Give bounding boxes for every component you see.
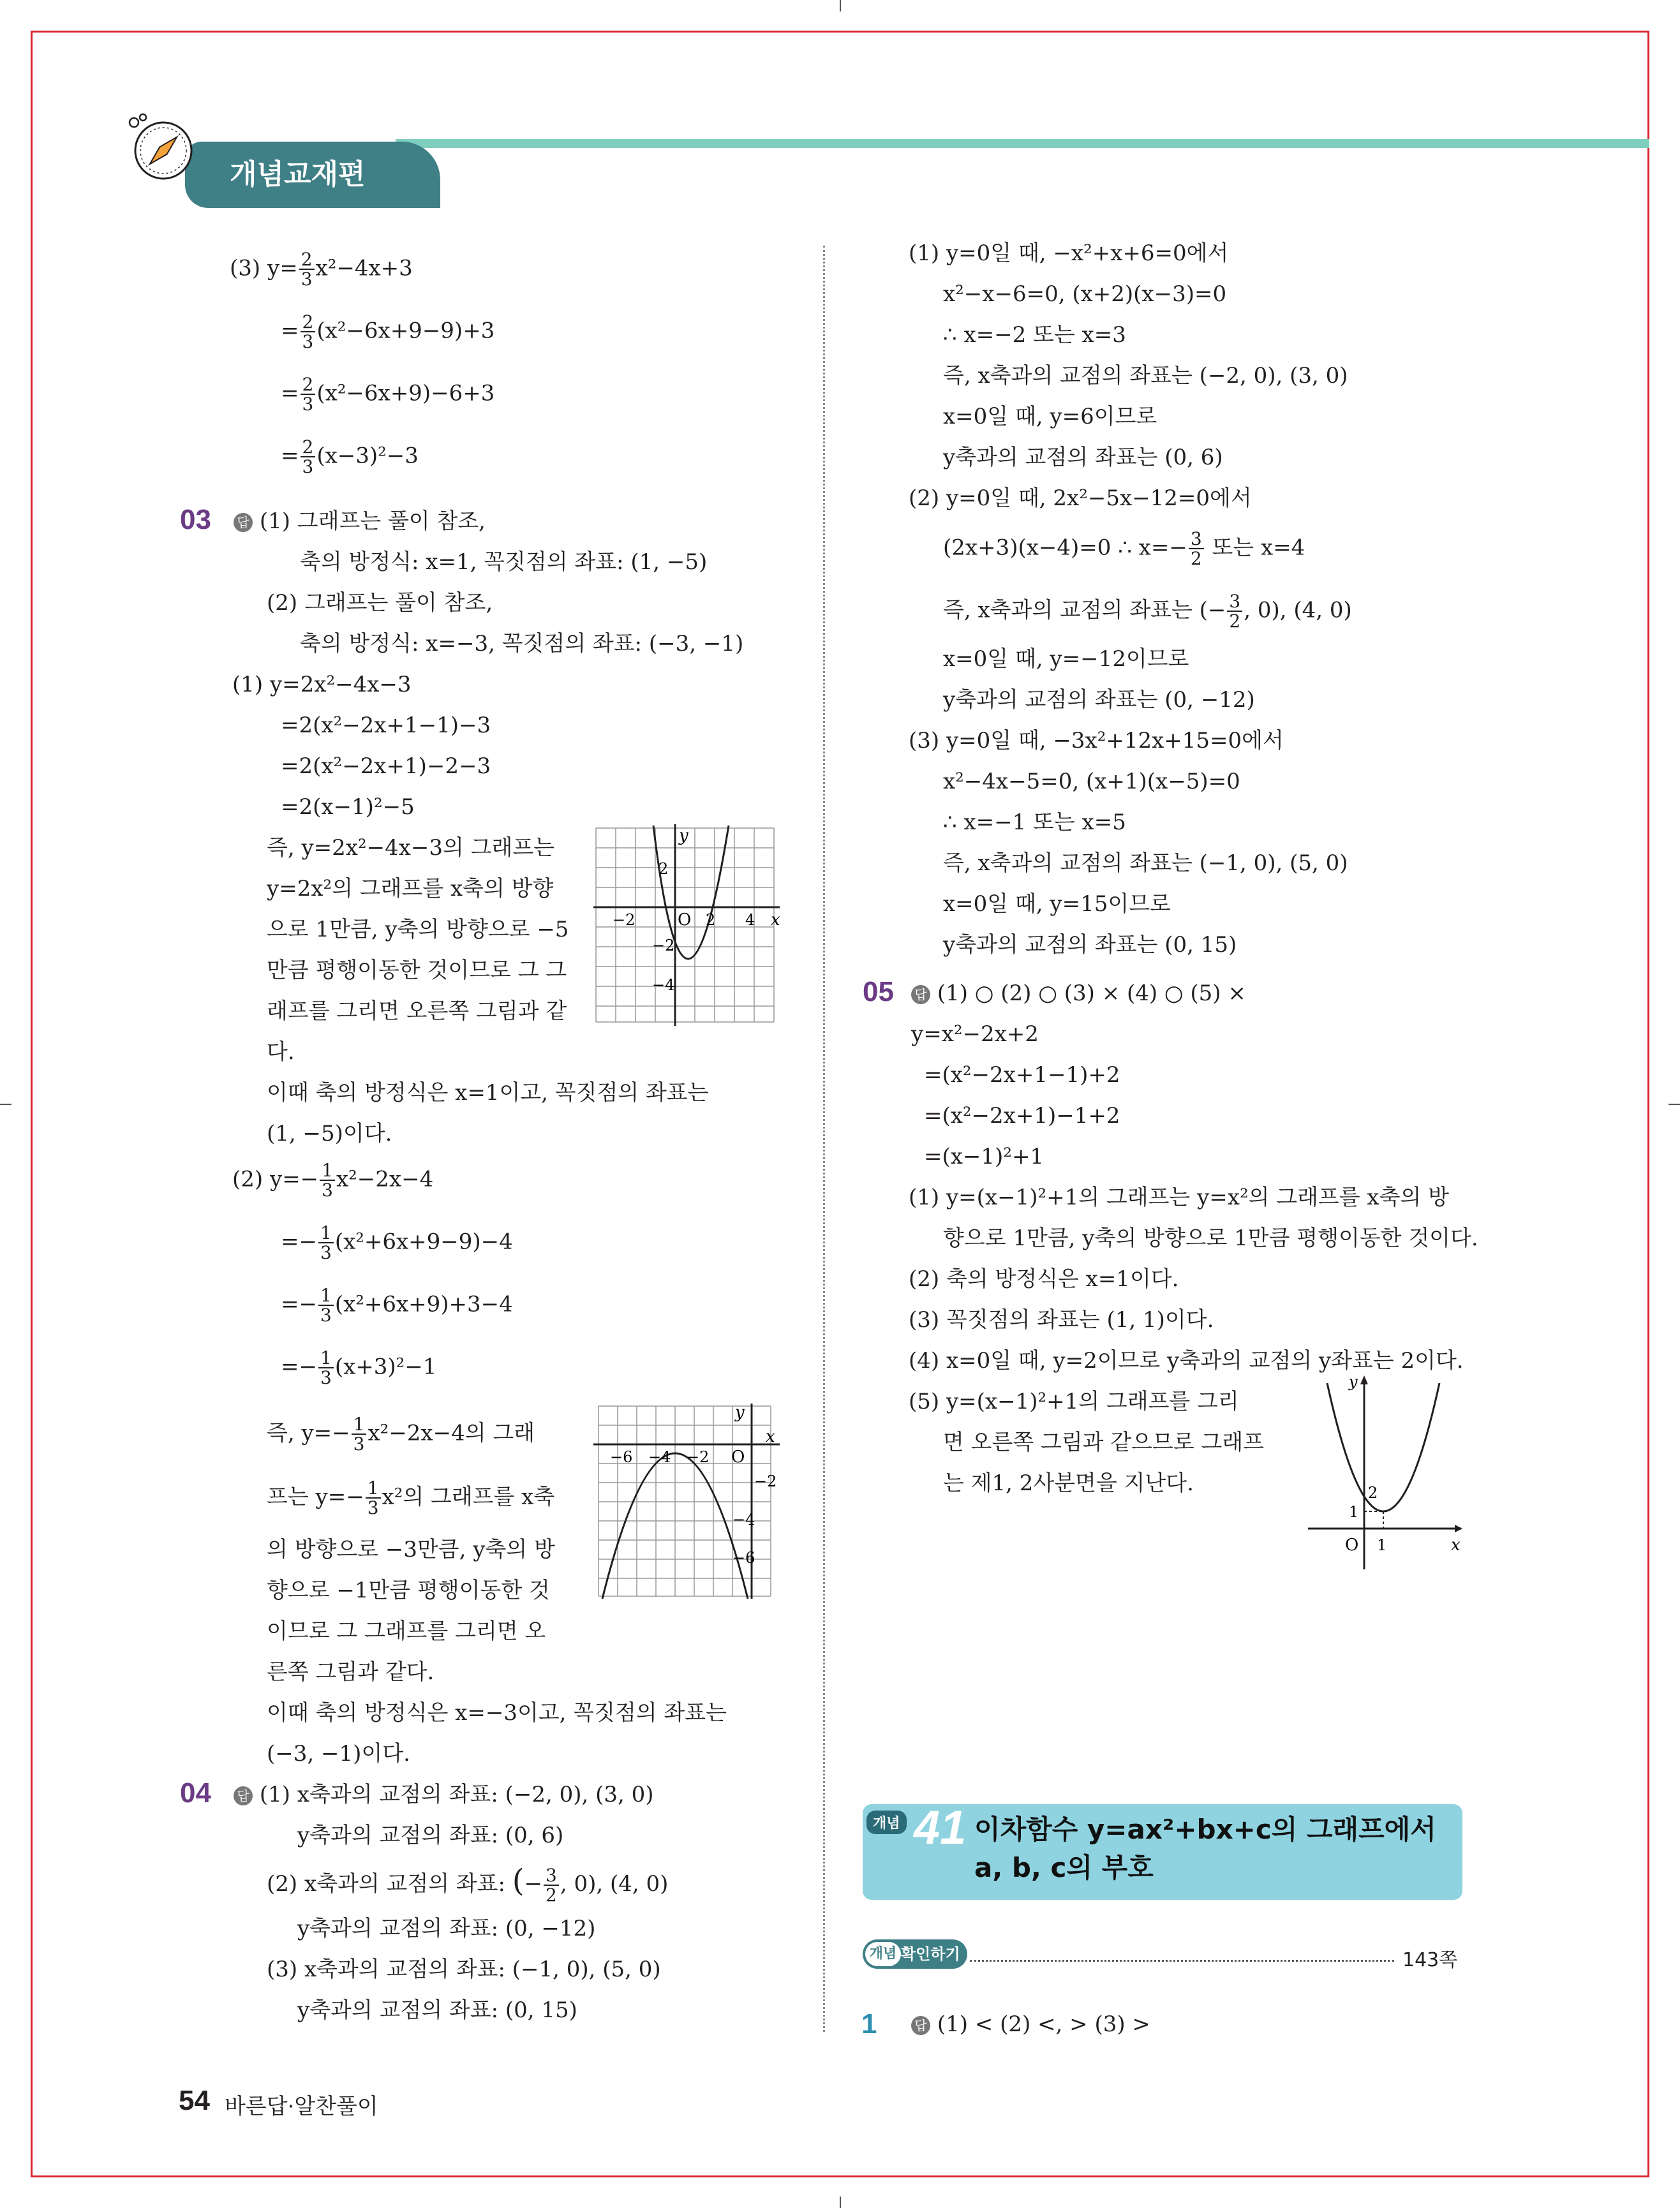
numerator: 1 (318, 1349, 334, 1368)
q03-ans2a: (2) 그래프는 풀이 참조, (267, 590, 493, 616)
fraction (301, 438, 316, 477)
expr: (x²+6x+9)+3−4 (334, 1291, 513, 1317)
fraction (318, 1286, 334, 1325)
graph-3 (1302, 1372, 1468, 1576)
label: (3) (230, 255, 261, 281)
expr: =− (281, 1291, 317, 1317)
expr: =− (281, 1354, 317, 1380)
p3-line3 (281, 375, 494, 414)
dotted-leader (970, 1960, 1394, 1962)
concept-tag: 개념 (866, 1811, 907, 1834)
answer-badge: 답 (911, 2016, 930, 2035)
q05-e4: (4) x=0일 때, y=2이므로 y축과의 교점의 y좌표는 2이다. (909, 1348, 1464, 1374)
tick-x-neg4: −4 (648, 1448, 671, 1466)
q05-e5a: (5) y=(x−1)²+1의 그래프를 그리 (909, 1389, 1239, 1414)
confirm-pill: 확인하기 (863, 1939, 967, 1969)
q03-s2-d2 (267, 1479, 554, 1518)
denominator: 3 (301, 269, 313, 290)
label: (2) (232, 1166, 264, 1192)
denominator: 3 (302, 456, 314, 478)
expr: = (281, 318, 299, 344)
tick-y-neg4: −4 (732, 1511, 755, 1529)
q03-s1-l3: =2(x²−2x+1)−2−3 (281, 753, 491, 779)
expr: 즉, y=− (267, 1420, 350, 1446)
numerator: 2 (299, 250, 315, 270)
tick-y-1: 1 (1349, 1503, 1359, 1521)
r-s2-l1: (2) y=0일 때, 2x²−5x−12=0에서 (909, 485, 1252, 511)
q05-e5c: 는 제1, 2사분면을 지난다. (943, 1471, 1194, 1496)
r-s1-0: (1) y=0일 때, −x²+x+6=0에서 (909, 241, 1229, 266)
tick-y-neg6: −6 (732, 1549, 755, 1567)
q1-answer (911, 2013, 1150, 2035)
expr: (x²−6x+9)−6+3 (316, 380, 495, 406)
concept-title-line2: a, b, c의 부호 (974, 1852, 1154, 1883)
y-label: y (1349, 1373, 1358, 1391)
problem-number: 1 (861, 2008, 877, 2040)
q03-s2-l3 (281, 1286, 513, 1325)
denominator: 2 (1229, 611, 1241, 632)
denominator: 3 (322, 1180, 333, 1201)
q05-answer (911, 982, 1246, 1004)
numerator: 1 (318, 1286, 334, 1306)
tick-y-2: 2 (658, 860, 669, 878)
numerator: 1 (318, 1224, 334, 1243)
tick-x-2: 2 (706, 911, 716, 929)
tick-x-neg6: −6 (610, 1448, 633, 1466)
q03-ans2b: 축의 방정식: x=−3, 꼭짓점의 좌표: (−3, −1) (300, 631, 744, 656)
crop-mark (840, 0, 841, 11)
q03-s1-c1: 이때 축의 방정식은 x=1이고, 꼭짓점의 좌표는 (267, 1080, 709, 1106)
fraction (318, 1224, 334, 1263)
q03-s1-c2: (1, −5)이다. (267, 1121, 392, 1146)
q03-s1-d1: 즉, y=2x²−4x−3의 그래프는 (267, 835, 555, 861)
r-s3-3: 즉, x축과의 교점의 좌표는 (−1, 0), (5, 0) (943, 850, 1348, 876)
fraction (352, 1415, 367, 1454)
q04-a3b: y축과의 교점의 좌표: (0, 15) (297, 1997, 577, 2023)
expr: x²의 그래프를 x축 (382, 1484, 555, 1510)
y-label: y (679, 826, 688, 845)
q05-l2: =(x²−2x+1−1)+2 (924, 1062, 1120, 1088)
q03-s2-l1 (232, 1161, 433, 1200)
r-s3-1: x²−4x−5=0, (x+1)(x−5)=0 (943, 769, 1240, 794)
fraction (1227, 592, 1242, 631)
q03-s1-l2: =2(x²−2x+1−1)−3 (281, 713, 491, 738)
expr: (2) x축과의 교점의 좌표: (267, 1871, 505, 1897)
q03-s1-d2: y=2x²의 그래프를 x축의 방향 (267, 876, 554, 901)
r-s1-3: 즉, x축과의 교점의 좌표는 (−2, 0), (3, 0) (943, 363, 1348, 389)
numerator: 1 (366, 1479, 381, 1499)
crop-mark (1669, 1104, 1680, 1105)
q03-s2-l2 (281, 1224, 513, 1263)
fraction (299, 250, 315, 289)
expr: x²−4x+3 (315, 255, 413, 281)
x-label: x (1451, 1536, 1461, 1555)
r-s1-5: y축과의 교점의 좌표는 (0, 6) (943, 445, 1223, 470)
tick-y-neg2: −2 (754, 1472, 777, 1490)
fraction (320, 1161, 335, 1200)
q03-ans1b: 축의 방정식: x=1, 꼭짓점의 좌표: (1, −5) (300, 549, 708, 575)
problem-number: 03 (180, 504, 211, 535)
denominator: 3 (353, 1434, 365, 1455)
compass-icon (125, 112, 195, 182)
r-s3-0: (3) y=0일 때, −3x²+12x+15=0에서 (909, 728, 1284, 753)
concept-number: 41 (914, 1801, 967, 1854)
q03-s2-c1: 이때 축의 방정식은 x=−3이고, 꼭짓점의 좌표는 (267, 1700, 727, 1726)
page-number: 54 (179, 2085, 210, 2116)
fraction (318, 1349, 334, 1388)
r-s2-l4: x=0일 때, y=−12이므로 (943, 646, 1189, 672)
y-arrow (1360, 1375, 1368, 1384)
origin-label: O (678, 910, 692, 930)
q04-a2b: y축과의 교점의 좌표: (0, −12) (297, 1916, 596, 1941)
tick-y-neg2: −2 (652, 937, 675, 954)
section-label: 개념교재편 (230, 158, 366, 191)
fraction (544, 1866, 559, 1905)
expr: = (281, 443, 299, 469)
q05-e1a: (1) y=(x−1)²+1의 그래프는 y=x²의 그래프를 x축의 방 (909, 1185, 1449, 1210)
parabola-curve (1327, 1383, 1439, 1511)
q04-a2: (2) x축과의 교점의 좌표: (− $\frac{3}{2}$ , 0), (4, 0) (267, 1863, 669, 1906)
concept-title-line1: 이차함수 y=ax²+bx+c의 그래프에서 (974, 1814, 1436, 1845)
expr: = (281, 380, 299, 406)
expr: y= (267, 255, 298, 281)
header-band (396, 139, 1649, 148)
expr: (2x+3)(x−4)=0 ∴ x=− (943, 535, 1187, 561)
q03-ans1a (234, 510, 486, 532)
expr: , 0), (4, 0) (560, 1871, 669, 1897)
book-title: 바른답·알찬풀이 (225, 2094, 378, 2119)
q03-s2-d3: 의 방향으로 −3만큼, y축의 방 (267, 1537, 555, 1562)
denominator: 3 (320, 1305, 332, 1326)
answer-text: (1) ○ (2) ○ (3) × (4) ○ (5) × (937, 981, 1246, 1006)
q05-e5b: 면 오른쪽 그림과 같으므로 그래프 (943, 1430, 1265, 1455)
q05-e2: (2) 축의 방정식은 x=1이다. (909, 1266, 1179, 1292)
problem-number: 04 (180, 1777, 211, 1809)
p3-line4 (281, 438, 419, 477)
q03-s1-l1: (1) y=2x²−4x−3 (232, 672, 412, 697)
numerator: 1 (320, 1161, 335, 1181)
expr: 프는 y=− (267, 1484, 364, 1510)
grid (598, 1406, 771, 1596)
q03-s1-d3: 으로 1만큼, y축의 방향으로 −5 (267, 917, 569, 942)
q03-s2-d5: 이므로 그 그래프를 그리면 오 (267, 1619, 546, 1644)
y-label: y (735, 1404, 745, 1422)
graph-2 (593, 1404, 785, 1601)
numerator: 1 (352, 1415, 367, 1435)
answer-text: (1) < (2) <, > (3) > (937, 2012, 1150, 2037)
column-divider (823, 246, 825, 2032)
r-s1-4: x=0일 때, y=6이므로 (943, 404, 1157, 429)
expr: =− (281, 1229, 317, 1255)
origin-label: O (731, 1448, 745, 1467)
tick-x-neg2: −2 (687, 1448, 710, 1466)
q05-l3: =(x²−2x+1)−1+2 (924, 1103, 1120, 1129)
expr: x²−2x−4 (336, 1166, 434, 1192)
tick-x-4: 4 (745, 911, 755, 929)
q03-s2-d6: 른쪽 그림과 같다. (267, 1659, 435, 1685)
q03-s2-c2: (−3, −1)이다. (267, 1741, 410, 1767)
answer-badge: 답 (911, 985, 930, 1004)
r-s3-5: y축과의 교점의 좌표는 (0, 15) (943, 932, 1237, 958)
q04-a3: (3) x축과의 교점의 좌표: (−1, 0), (5, 0) (267, 1957, 661, 1982)
expr: x²−2x−4의 그래 (368, 1420, 535, 1446)
section-tab (185, 142, 440, 208)
denominator: 3 (320, 1242, 332, 1264)
concept-title (974, 1811, 1436, 1887)
numerator: 3 (544, 1866, 559, 1886)
answer-text: (1) x축과의 교점의 좌표: (−2, 0), (3, 0) (259, 1782, 654, 1807)
expr: 즉, x축과의 교점의 좌표는 (− (943, 597, 1226, 623)
denominator: 3 (320, 1367, 332, 1389)
graph-1 (593, 823, 785, 1027)
x-label: x (771, 910, 780, 930)
denominator: 3 (367, 1497, 379, 1519)
confirm-pill-tag: 개념 (865, 1942, 901, 1966)
denominator: 3 (302, 331, 314, 353)
expr: (x²−6x+9−9)+3 (316, 318, 495, 344)
x-arrow (1455, 1525, 1462, 1532)
expr: y=− (269, 1166, 319, 1192)
answer-badge: 답 (234, 1786, 253, 1805)
q03-s1-d5: 래프를 그리면 오른쪽 그림과 같 (267, 998, 567, 1024)
q03-s1-d4: 만큼 평행이동한 것이므로 그 그 (267, 958, 567, 983)
answer-badge: 답 (234, 513, 253, 532)
q05-l1: y=x²−2x+2 (911, 1021, 1039, 1047)
denominator: 2 (1190, 548, 1202, 570)
q05-e1b: 향으로 1만큼, y축의 방향으로 1만큼 평행이동한 것이다. (943, 1226, 1478, 1251)
tick-x-neg2: −2 (613, 911, 636, 929)
q03-s1-d6: 다. (267, 1039, 295, 1065)
origin-label: O (1345, 1536, 1359, 1555)
expr: (x+3)²−1 (334, 1354, 437, 1380)
x-label: x (766, 1427, 775, 1446)
fraction (366, 1479, 381, 1518)
r-s2-l2 (943, 530, 1305, 568)
fraction (301, 313, 316, 352)
q03-s2-d1 (267, 1415, 535, 1454)
numerator: 2 (301, 313, 316, 332)
q05-l4: =(x−1)²+1 (924, 1144, 1044, 1169)
answer-text: (1) 그래프는 풀이 참조, (259, 508, 486, 534)
r-s3-2: ∴ x=−1 또는 x=5 (943, 810, 1126, 835)
denominator: 2 (546, 1885, 557, 1906)
expr: 또는 x=4 (1205, 535, 1305, 561)
numerator: 2 (301, 438, 316, 457)
q04-a1 (234, 1784, 654, 1805)
fraction (301, 375, 316, 414)
paren: ( (512, 1863, 524, 1899)
denominator: 3 (302, 394, 314, 415)
q04-a1b: y축과의 교점의 좌표: (0, 6) (297, 1823, 564, 1848)
numerator: 2 (301, 375, 316, 395)
q03-s2-d4: 향으로 −1만큼 평행이동한 것 (267, 1578, 550, 1603)
expr: , 0), (4, 0) (1244, 597, 1352, 623)
problem-number: 05 (863, 976, 894, 1007)
tick-x-1: 1 (1377, 1536, 1387, 1554)
numerator: 3 (1189, 530, 1204, 549)
numerator: 3 (1227, 592, 1242, 612)
p3-line1 (230, 250, 413, 289)
q03-s2-l4 (281, 1349, 436, 1388)
r-s1-1: x²−x−6=0, (x+2)(x−3)=0 (943, 281, 1227, 307)
expr: (x−3)²−3 (316, 443, 419, 469)
q05-e3: (3) 꼭짓점의 좌표는 (1, 1)이다. (909, 1307, 1214, 1333)
crop-mark (840, 2197, 841, 2208)
r-s2-l5: y축과의 교점의 좌표는 (0, −12) (943, 687, 1255, 713)
r-s3-4: x=0일 때, y=15이므로 (943, 891, 1171, 917)
tick-y-2: 2 (1368, 1484, 1378, 1502)
q03-s1-l4: =2(x−1)²−5 (281, 794, 415, 820)
expr: (x²+6x+9−9)−4 (334, 1229, 513, 1255)
fraction (1189, 530, 1204, 568)
tick-y-neg4: −4 (652, 976, 675, 994)
crop-mark (0, 1104, 11, 1105)
p3-line2 (281, 313, 494, 352)
r-s2-l3 (943, 592, 1352, 631)
r-s1-2: ∴ x=−2 또는 x=3 (943, 322, 1126, 348)
page-reference: 143쪽 (1402, 1949, 1458, 1971)
